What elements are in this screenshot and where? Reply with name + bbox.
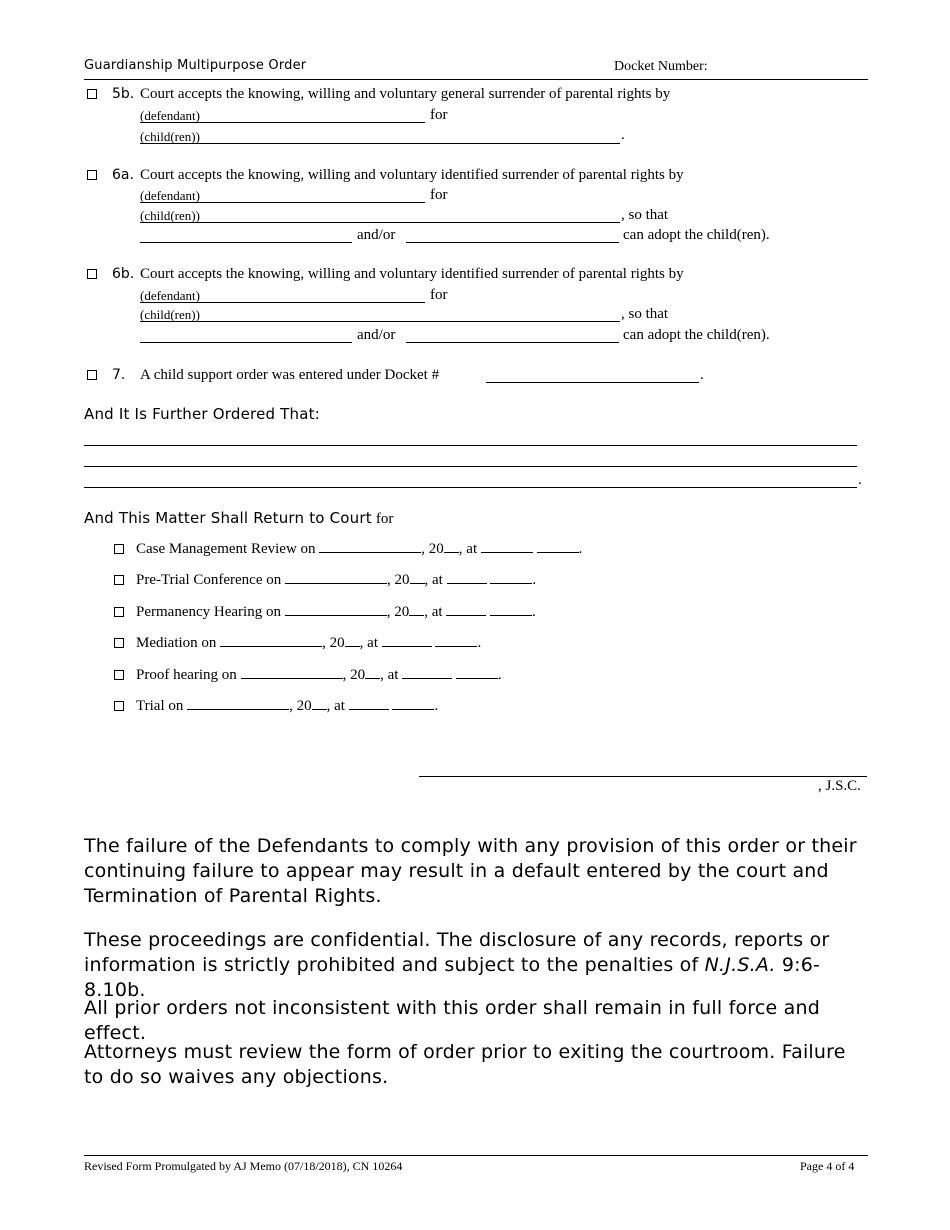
item-6a-children-field[interactable]	[140, 222, 620, 223]
trial-at: , at	[326, 698, 345, 714]
item-6b-children-field[interactable]	[140, 321, 620, 322]
item-6b-defendant-label: (defendant)	[140, 288, 200, 303]
pre-trial-at: , at	[424, 572, 443, 588]
notice-prior-orders: All prior orders not inconsistent with this order shall remain in full force and effect.	[84, 997, 821, 1044]
mediation-year-field[interactable]	[345, 635, 360, 647]
mediation-date-field[interactable]	[220, 635, 322, 647]
item-5b-for: for	[430, 107, 448, 123]
return-option-pre-trial	[114, 572, 536, 589]
trial-checkbox[interactable]	[114, 701, 124, 711]
item-6b-adopter-1-field[interactable]	[140, 342, 352, 343]
item-6b-so-that: , so that	[621, 306, 669, 322]
item-6b-number: 6b.	[112, 266, 135, 282]
proof-hearing-time-field[interactable]	[402, 667, 452, 679]
proof-hearing-checkbox[interactable]	[114, 670, 124, 680]
notice-attorneys-review: Attorneys must review the form of order prior to exiting the courtroom. Failure to do so waives any objections.	[84, 1041, 846, 1088]
item-7-period: .	[700, 367, 704, 383]
notice-statute-section: 9:6-8.10b.	[84, 954, 821, 1001]
item-6b-defendant-field[interactable]	[140, 302, 425, 303]
mediation-checkbox[interactable]	[114, 638, 124, 648]
trial-period: .	[434, 698, 439, 714]
case-management-checkbox[interactable]	[114, 544, 124, 554]
item-6b-adopter-2-field[interactable]	[406, 342, 619, 343]
item-6b-can-adopt: can adopt the child(ren).	[623, 327, 770, 343]
trial-label: Trial on	[136, 698, 184, 714]
further-ordered-heading: And It Is Further Ordered That:	[84, 405, 320, 423]
proof-hearing-label: Proof hearing on	[136, 667, 237, 683]
permanency-label: Permanency Hearing on	[136, 604, 281, 620]
permanency-date-field[interactable]	[285, 604, 387, 616]
case-management-label: Case Management Review on	[136, 541, 316, 557]
notice-confidentiality	[84, 928, 868, 1003]
permanency-at: , at	[424, 604, 443, 620]
item-6b-for: for	[430, 287, 448, 303]
further-ordered-line-2[interactable]	[84, 466, 857, 467]
item-6a-checkbox[interactable]	[87, 170, 97, 180]
item-6a-adopter-1-field[interactable]	[140, 242, 352, 243]
case-management-year-field[interactable]	[444, 541, 459, 553]
mediation-time-field[interactable]	[382, 635, 432, 647]
item-6a-text: Court accepts the knowing, willing and voluntary identified surrender of parental rights by	[140, 167, 684, 183]
mediation-label: Mediation on	[136, 635, 217, 651]
mediation-year: , 20	[322, 635, 345, 651]
case-management-period: .	[578, 541, 583, 557]
permanency-time-field[interactable]	[446, 604, 486, 616]
pre-trial-ampm-field[interactable]	[490, 572, 532, 584]
proof-hearing-ampm-field[interactable]	[456, 667, 498, 679]
mediation-at: , at	[359, 635, 378, 651]
permanency-checkbox[interactable]	[114, 607, 124, 617]
pre-trial-year-field[interactable]	[410, 572, 425, 584]
trial-time-field[interactable]	[349, 698, 389, 710]
item-6a-number: 6a.	[112, 167, 134, 183]
item-6b-children-label: (child(ren))	[140, 307, 200, 322]
item-7-docket-field[interactable]	[486, 382, 699, 383]
item-5b-period: .	[621, 127, 625, 143]
trial-date-field[interactable]	[187, 698, 289, 710]
item-6a-defendant-field[interactable]	[140, 202, 425, 203]
footer-page-number: Page 4 of 4	[800, 1159, 855, 1173]
return-to-court-heading	[84, 509, 393, 528]
proof-hearing-period: .	[497, 667, 502, 683]
item-7-text: A child support order was entered under Docket #	[140, 367, 440, 383]
item-5b-number: 5b.	[112, 86, 135, 102]
pre-trial-label: Pre-Trial Conference on	[136, 572, 282, 588]
case-management-year: , 20	[421, 541, 444, 557]
item-6b-checkbox[interactable]	[87, 269, 97, 279]
item-6a-can-adopt: can adopt the child(ren).	[623, 227, 770, 243]
further-ordered-line-1[interactable]	[84, 445, 857, 446]
item-5b-defendant-field[interactable]	[140, 122, 425, 123]
pre-trial-time-field[interactable]	[447, 572, 487, 584]
pre-trial-date-field[interactable]	[285, 572, 387, 584]
pre-trial-period: .	[532, 572, 537, 588]
trial-year-field[interactable]	[312, 698, 327, 710]
return-option-permanency	[114, 604, 536, 621]
item-6a-and-or: and/or	[357, 227, 396, 243]
item-6b-text: Court accepts the knowing, willing and voluntary identified surrender of parental rights by	[140, 266, 684, 282]
docket-number-label: Docket Number:	[614, 59, 708, 74]
item-6a-defendant-label: (defendant)	[140, 188, 200, 203]
item-6a-so-that: , so that	[621, 207, 669, 223]
item-5b-checkbox[interactable]	[87, 89, 97, 99]
permanency-period: .	[532, 604, 536, 620]
return-to-court-heading-for: for	[375, 511, 394, 527]
notice-confidentiality-text: These proceedings are confidential. The disclosure of any records, reports or information is strictly prohibited and subject to the penalties of	[84, 929, 830, 976]
item-6a-adopter-2-field[interactable]	[406, 242, 619, 243]
case-management-ampm-field[interactable]	[537, 541, 579, 553]
further-ordered-line-3[interactable]	[84, 487, 857, 488]
item-6a-for: for	[430, 187, 448, 203]
judge-signature-suffix: , J.S.C.	[818, 778, 861, 794]
permanency-year: , 20	[386, 604, 410, 620]
return-option-mediation	[114, 635, 481, 652]
permanency-year-field[interactable]	[409, 604, 424, 616]
permanency-ampm-field[interactable]	[490, 604, 532, 616]
proof-hearing-at: , at	[380, 667, 399, 683]
notice-default-warning: The failure of the Defendants to comply with any provision of this order or their continuing failure to appear may result in a default entered by the court and Termination of Parental Rights.	[84, 835, 857, 907]
item-5b-text: Court accepts the knowing, willing and voluntary general surrender of parental rights by	[140, 86, 671, 102]
return-to-court-heading-text: And This Matter Shall Return to Court	[84, 509, 372, 527]
item-6b-and-or: and/or	[357, 327, 396, 343]
further-ordered-period: .	[858, 472, 862, 488]
case-management-time-field[interactable]	[481, 541, 533, 553]
footer-divider	[84, 1155, 868, 1156]
item-5b-children-field[interactable]	[140, 143, 620, 144]
item-5b-children-label: (child(ren))	[140, 129, 200, 144]
proof-hearing-year: , 20	[342, 667, 366, 683]
footer-revision: Revised Form Promulgated by AJ Memo (07/18/2018), CN 10264	[84, 1159, 403, 1173]
trial-year: , 20	[289, 698, 312, 714]
judge-signature-line[interactable]	[419, 776, 867, 777]
return-option-case-management	[114, 541, 582, 558]
item-7-checkbox[interactable]	[87, 370, 97, 380]
mediation-ampm-field[interactable]	[435, 635, 477, 647]
pre-trial-checkbox[interactable]	[114, 575, 124, 585]
case-management-date-field[interactable]	[319, 541, 421, 553]
item-7-number: 7.	[112, 367, 126, 383]
pre-trial-year: , 20	[387, 572, 410, 588]
case-management-at: , at	[458, 541, 478, 557]
form-title: Guardianship Multipurpose Order	[84, 58, 307, 73]
proof-hearing-year-field[interactable]	[365, 667, 380, 679]
proof-hearing-date-field[interactable]	[241, 667, 343, 679]
trial-ampm-field[interactable]	[392, 698, 434, 710]
header-divider	[84, 79, 868, 80]
mediation-period: .	[477, 635, 482, 651]
item-6a-children-label: (child(ren))	[140, 208, 200, 223]
return-option-proof-hearing	[114, 667, 502, 684]
item-5b-defendant-label: (defendant)	[140, 108, 200, 123]
return-option-trial	[114, 698, 438, 715]
notice-statute: N.J.S.A.	[704, 954, 776, 976]
